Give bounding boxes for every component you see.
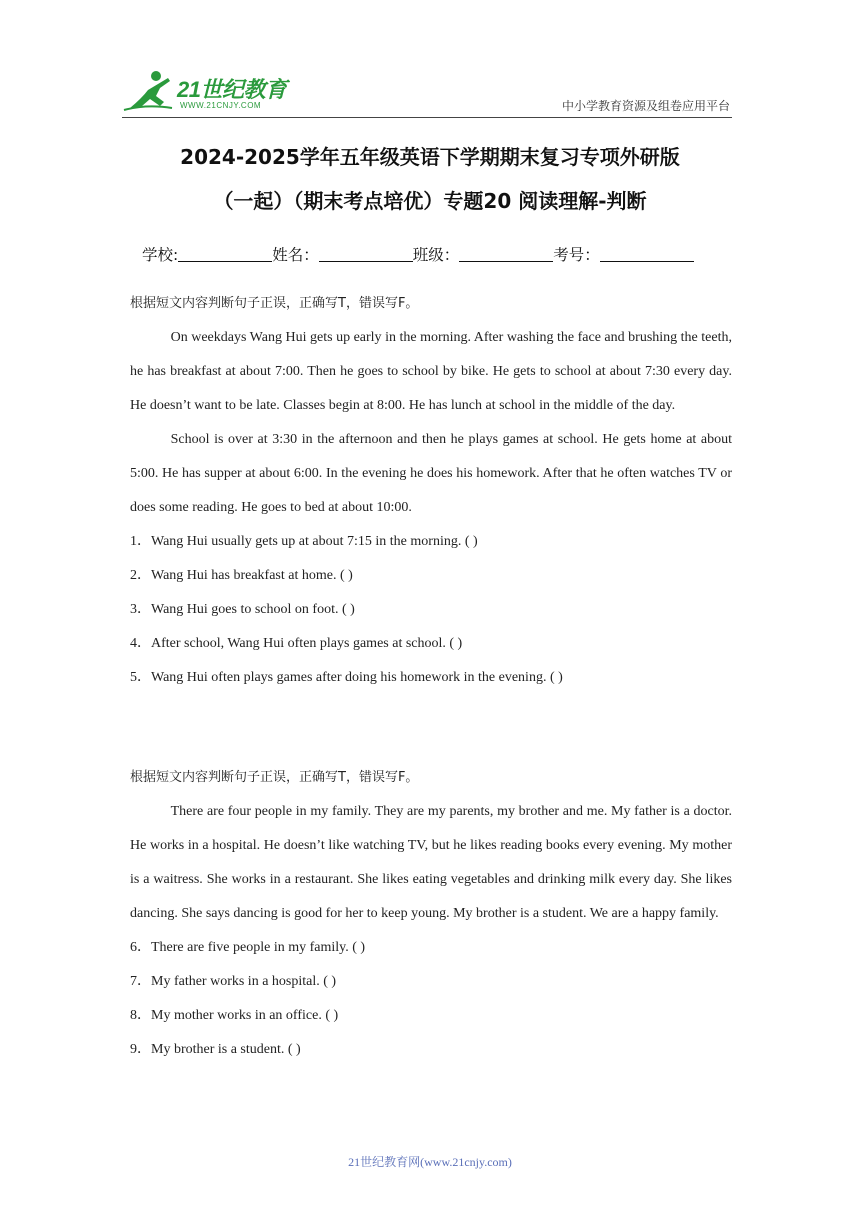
section2-instruction: 根据短文内容判断句子正误，正确写T，错误写F。 bbox=[130, 770, 419, 785]
section1-paragraph-1: On weekdays Wang Hui gets up early in the morning. After washing the face and brushing the teeth, he has breakfast at about 7:00. Then he goes to school by bike. He gets to school at about 7:30 every day. He doesn’t want to be late. Classes begin at 8:00. He has lunch at school in the middle of the day. bbox=[130, 330, 732, 413]
reading-section-1 bbox=[130, 287, 732, 695]
question-5: 5．Wang Hui often plays games after doing his homework in the evening. ( ) bbox=[130, 670, 563, 685]
number-field[interactable] bbox=[600, 247, 694, 262]
school-label: 学校: bbox=[142, 246, 179, 264]
school-field[interactable] bbox=[178, 247, 272, 262]
page-title-line1: 2024-2025学年五年级英语下学期期末复习专项外研版 bbox=[180, 145, 680, 169]
header-divider bbox=[122, 117, 732, 118]
page-footer: 21世纪教育网(www.21cnjy.com) bbox=[348, 1155, 512, 1169]
question-2: 2．Wang Hui has breakfast at home. ( ) bbox=[130, 568, 353, 583]
page-title-line2: （一起）（期末考点培优）专题20 阅读理解-判断 bbox=[213, 189, 647, 213]
logo-brand: 21世纪教育 bbox=[177, 77, 287, 102]
site-logo bbox=[122, 68, 292, 116]
section1-paragraph-2: School is over at 3:30 in the afternoon and then he plays games at school. He gets home at about 5:00. He has supper at about 6:00. In the evening he does his homework. After that he often watches TV or does some reading. He goes to bed at about 10:00. bbox=[130, 432, 732, 515]
student-info-row bbox=[142, 243, 694, 265]
running-man-icon bbox=[122, 68, 180, 114]
question-7: 7．My father works in a hospital. ( ) bbox=[130, 974, 337, 989]
question-1: 1．Wang Hui usually gets up at about 7:15 in the morning. ( ) bbox=[130, 534, 478, 549]
question-3: 3．Wang Hui goes to school on foot. ( ) bbox=[130, 602, 355, 617]
name-label: 姓名： bbox=[272, 246, 319, 264]
name-field[interactable] bbox=[319, 247, 413, 262]
reading-section-2 bbox=[130, 761, 732, 1067]
number-label: 考号： bbox=[553, 246, 600, 264]
question-8: 8．My mother works in an office. ( ) bbox=[130, 1008, 339, 1023]
platform-name: 中小学教育资源及组卷应用平台 bbox=[561, 99, 730, 113]
logo-url: WWW.21CNJY.COM bbox=[180, 101, 262, 110]
question-9: 9．My brother is a student. ( ) bbox=[130, 1042, 301, 1057]
class-field[interactable] bbox=[459, 247, 553, 262]
section2-paragraph-1: There are four people in my family. They are my parents, my brother and me. My father is a doctor. He works in a hospital. He doesn’t like watching TV, but he likes reading books every evening. My mother is a waitress. She works in a restaurant. She likes eating vegetables and drinking milk every day. She likes dancing. She says dancing is good for her to keep young. My brother is a student. We are a happy family. bbox=[130, 804, 732, 921]
class-label: 班级： bbox=[412, 246, 460, 264]
section1-instruction: 根据短文内容判断句子正误，正确写T，错误写F。 bbox=[130, 296, 419, 311]
question-4: 4．After school, Wang Hui often plays games at school. ( ) bbox=[130, 636, 463, 651]
question-6: 6．There are five people in my family. ( ) bbox=[130, 940, 366, 955]
